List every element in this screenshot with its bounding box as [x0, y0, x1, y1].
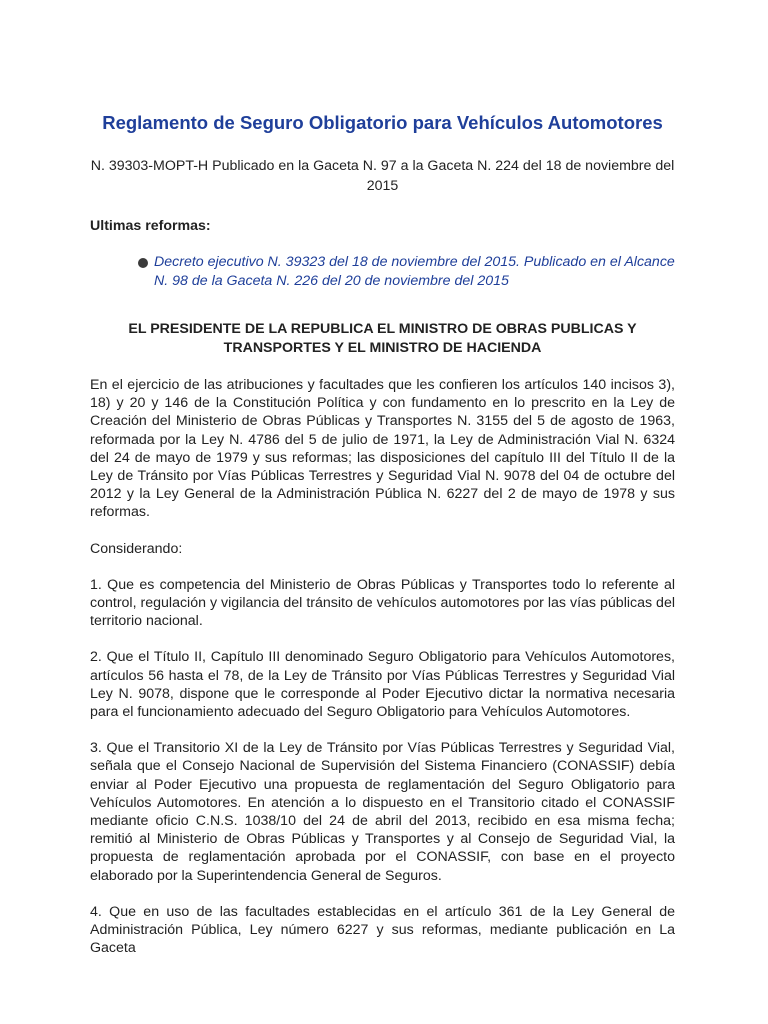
bullet-icon — [138, 258, 148, 268]
document-subtitle: N. 39303-MOPT-H Publicado en la Gaceta N. 97 a la Gaceta N. 224 del 18 de noviembre del 2015 — [90, 158, 675, 194]
reform-item-text: Decreto ejecutivo N. 39323 del 18 de noviembre del 2015. Publicado en el Alcance N. 98 de la Gaceta N. 226 del 20 de noviembre del 2015 — [154, 254, 675, 289]
paragraph: 4. Que en uso de las facultades establecidas en el artículo 361 de la Ley General de Administración Pública, Ley número 6227 y sus reformas, mediante publicación en La Gaceta — [90, 903, 675, 957]
paragraph: 1. Que es competencia del Ministerio de Obras Públicas y Transportes todo lo referente al control, regulación y vigilancia del tránsito de vehículos automotores por las vías públicas del territorio nacional. — [90, 576, 675, 630]
document-page — [90, 110, 675, 957]
decree-heading: EL PRESIDENTE DE LA REPUBLICA EL MINISTRO DE OBRAS PUBLICAS Y TRANSPORTES Y EL MINISTRO DE HACIENDA — [128, 321, 637, 356]
paragraph: 2. Que el Título II, Capítulo III denominado Seguro Obligatorio para Vehículos Automotores, artículos 56 hasta el 78, de la Ley de Tránsito por Vías Públicas Terrestres y Seguridad Vial Ley N. 9078, dispone que le corresponde al Poder Ejecutivo dictar la normativa necesaria para el funcionamiento adecuado del Seguro Obligatorio para Vehículos Automotores. — [90, 649, 675, 721]
document-title: Reglamento de Seguro Obligatorio para Vehículos Automotores — [102, 112, 663, 133]
paragraph: 3. Que el Transitorio XI de la Ley de Tránsito por Vías Públicas Terrestres y Seguridad Vial, señala que el Consejo Nacional de Supervisión del Sistema Financiero (CONASSIF) debía enviar al Poder Ejecutivo una propuesta de reglamentación del Seguro Obligatorio para Vehículos Automotores. En atención a lo dispuesto en el Transitorio citado el CONASSIF mediante oficio C.N.S. 1038/10 del 24 de abril del 2013, recibido en esa misma fecha; remitió al Ministerio de Obras Públicas y Transportes y al Consejo de Seguridad Vial, la propuesta de reglamentación aprobada por el CONASSIF, con base en el proyecto elaborado por la Superintendencia General de Seguros. — [90, 740, 675, 884]
reform-item[interactable] — [90, 253, 675, 291]
reforms-label: Ultimas reformas: — [90, 218, 211, 234]
paragraph-considerando: Considerando: — [90, 540, 183, 557]
paragraph: En el ejercicio de las atribuciones y facultades que les confieren los artículos 140 incisos 3), 18) y 20 y 146 de la Constitución Política y con fundamento en lo prescrito en la Ley de Creación del Ministerio de Obras Públicas y Transportes N. 3155 del 5 de agosto de 1963, reformada por la Ley N. 4786 del 5 de julio de 1971, la Ley de Administración Vial N. 6324 del 24 de mayo de 1979 y sus reformas; las disposiciones del capítulo III del Título II de la Ley de Tránsito por Vías Públicas Terrestres y Seguridad Vial N. 9078 del 04 de octubre del 2012 y la Ley General de la Administración Pública N. 6227 del 2 de mayo de 1978 y sus reformas. — [90, 377, 675, 521]
